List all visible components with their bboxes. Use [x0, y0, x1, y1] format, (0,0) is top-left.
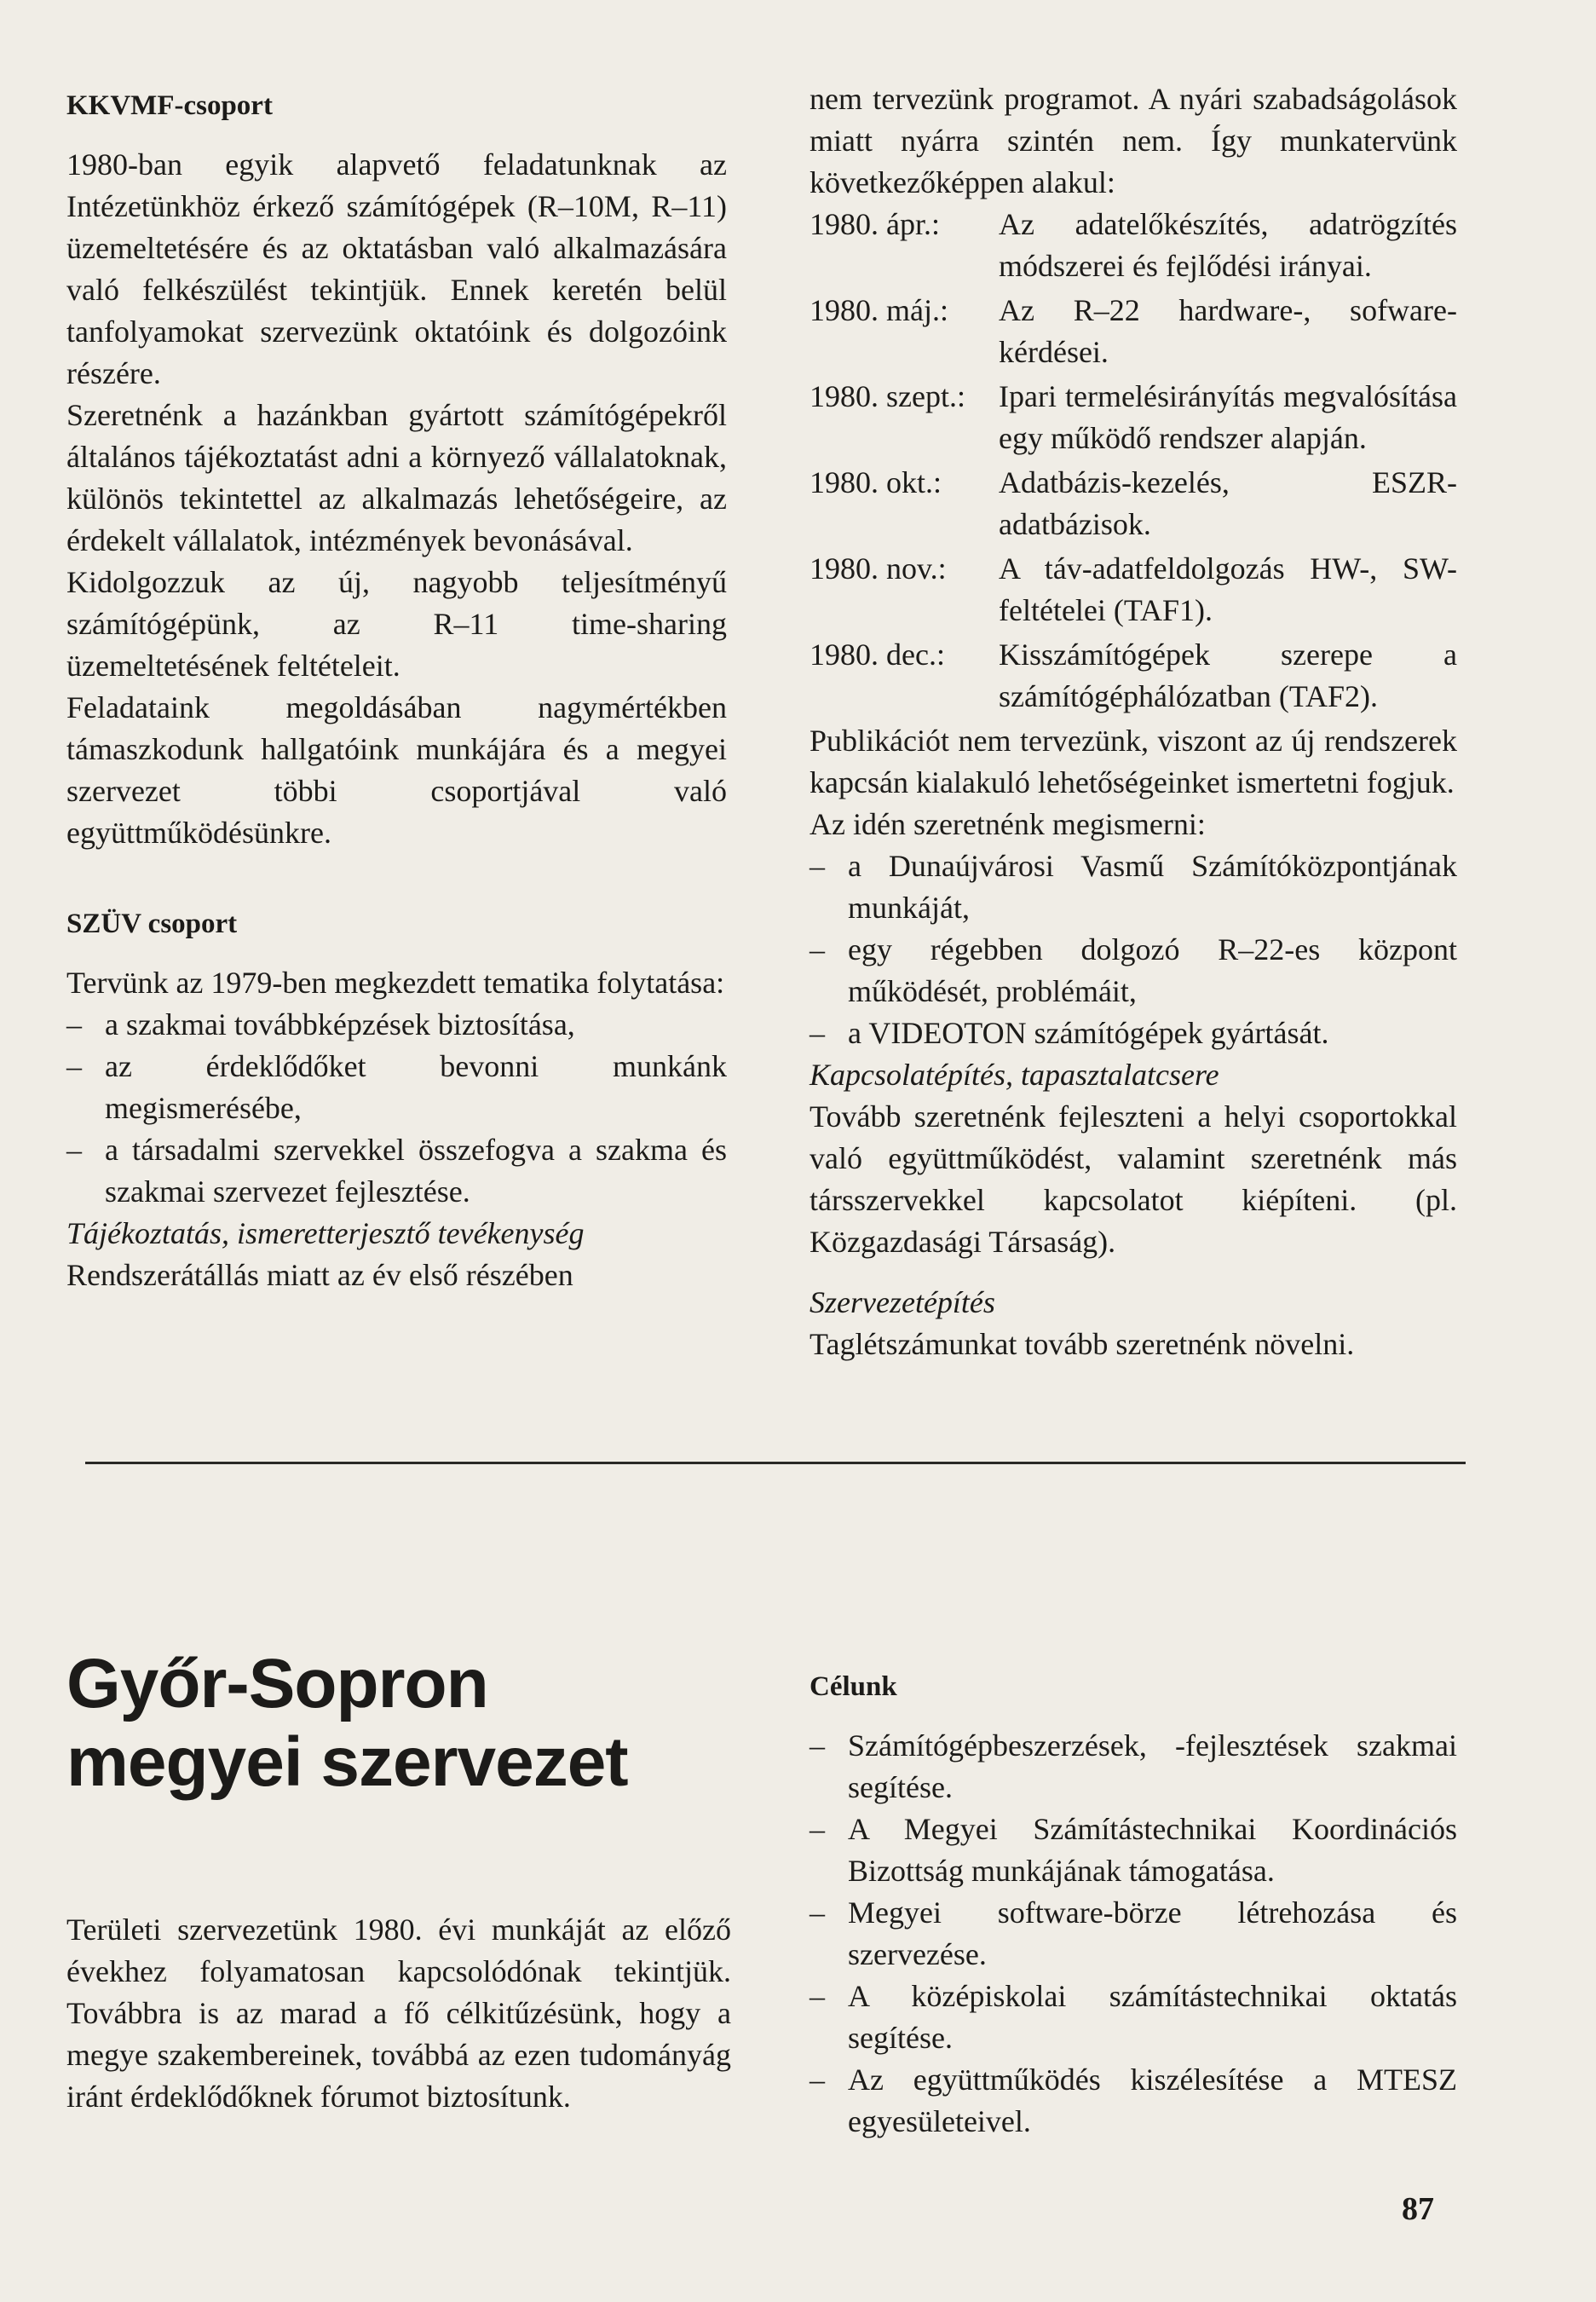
page-number: 87: [1402, 2191, 1434, 2227]
section-divider: [85, 1462, 1466, 1464]
publication-text: Publikációt nem tervezünk, viszont az új rendszerek kapcsán kialakuló lehetőségeinket ismertetni fogjuk.: [810, 724, 1457, 799]
schedule-row: 1980. máj.: Az R–22 hardware-, sofware-kérdései.: [810, 293, 1457, 369]
schedule-row: 1980. ápr.: Az adatelőkészítés, adatrögzítés módszerei és fejlődési irányai.: [810, 207, 1457, 283]
left-column-bottom: [66, 1909, 731, 2118]
info-text-left: Rendszerátállás miatt az év első részében: [66, 1258, 573, 1292]
goal-item: – Megyei software-börze létrehozása és szervezése.: [810, 1895, 1457, 1971]
right-column-bottom: [810, 1666, 1457, 2143]
schedule-row: 1980. nov.: A táv-adatfeldolgozás HW-, SW-feltételei (TAF1).: [810, 551, 1457, 627]
szuv-intro: Tervünk az 1979-ben megkezdett tematika folytatása:: [66, 966, 725, 1000]
schedule-row: 1980. szept.: Ipari termelésirányítás megvalósítása egy működő rendszer alapján.: [810, 379, 1457, 455]
kkvmf-paragraph: Szeretnénk a hazánkban gyártott számítógépekről általános tájékoztatást adni a környező vállalatoknak, különös tekintettel az alkalmazás lehetőségeire, az érdekelt vállalatok, intézmények bevonásával.: [66, 398, 727, 557]
kkvmf-heading: KKVMF-csoport: [66, 90, 273, 121]
schedule-row: 1980. dec.: Kisszámítógépek szerepe a számítógéphálózatban (TAF2).: [810, 638, 1457, 713]
left-column-top: [66, 85, 727, 1296]
gyor-intro: Területi szervezetünk 1980. évi munkáját az előző évekhez folyamatosan kapcsolódónak tekintjük. Továbbra is az marad a fő célkitűzésünk, hogy a megye szakembereinek, továbbá az ezen tudományág iránt érdeklődőknek fórumot biztosítunk.: [66, 1913, 731, 2114]
right-column-top: [810, 78, 1457, 1365]
kkvmf-paragraph: Kidolgozzuk az új, nagyobb teljesítményű számítógépünk, az R–11 time-sharing üzemeltetésének feltételeit.: [66, 565, 727, 683]
szuv-list-item: – a szakmai továbbképzések biztosítása,: [66, 1007, 575, 1041]
goal-item: – Számítógépbeszerzések, -fejlesztések szakmai segítése.: [810, 1728, 1457, 1804]
kkvmf-paragraph: 1980-ban egyik alapvető feladatunknak az Intézetünkhöz érkező számítógépek (R–10M, R–11) üzemeltetésére és az oktatásban való alkalmazására való felkészülést tekintjük. Ennek keretén belül tanfolyamokat szervezünk oktatóink és dolgozóink részére.: [66, 147, 727, 390]
org-subhead: Szervezetépítés: [810, 1285, 995, 1319]
work-schedule: [810, 204, 1457, 718]
info-subhead: Tájékoztatás, ismeretterjesztő tevékenység: [66, 1216, 585, 1250]
szuv-heading: SZÜV csoport: [66, 909, 238, 939]
contact-text: Tovább szeretnénk fejleszteni a helyi csoportokkal való együttműködést, valamint szeretnénk más társszervekkel kapcsolatot kiépíteni. (pl. Közgazdasági Társaság).: [810, 1099, 1457, 1259]
info-text-right: nem tervezünk programot. A nyári szabadságolások miatt nyárra szintén nem. Így munkatervünk következőképpen alakul:: [810, 82, 1457, 199]
learn-list-item: – egy régebben dolgozó R–22-es központ működését, problémáit,: [810, 932, 1457, 1008]
goal-item: – A Megyei Számítástechnikai Koordinációs Bizottság munkájának támogatása.: [810, 1812, 1457, 1888]
learn-intro: Az idén szeretnénk megismerni:: [810, 807, 1206, 841]
region-title-line: megyei szervezet: [66, 1723, 628, 1801]
goals-heading: Célunk: [810, 1671, 897, 1702]
goal-item: – Az együttműködés kiszélesítése a MTESZ egyesületeivel.: [810, 2063, 1457, 2138]
szuv-list-item: – a társadalmi szervekkel összefogva a szakma és szakmai szervezet fejlesztése.: [66, 1133, 727, 1209]
learn-list-item: – a Dunaújvárosi Vasmű Számítóközpontjának munkáját,: [810, 849, 1457, 925]
kkvmf-paragraph: Feladataink megoldásában nagymértékben támaszkodunk hallgatóink munkájára és a megyei szervezet többi csoportjával való együttműködésünkre.: [66, 690, 727, 850]
region-title: [66, 1645, 731, 1802]
schedule-row: 1980. okt.: Adatbázis-kezelés, ESZR-adatbázisok.: [810, 465, 1457, 541]
learn-list-item: – a VIDEOTON számítógépek gyártását.: [810, 1016, 1329, 1050]
contact-subhead: Kapcsolatépítés, tapasztalatcsere: [810, 1058, 1219, 1092]
szuv-list-item: – az érdeklődőket bevonni munkánk megismerésébe,: [66, 1049, 727, 1125]
goal-item: – A középiskolai számítástechnikai oktatás segítése.: [810, 1979, 1457, 2055]
region-title-line: Győr-Sopron: [66, 1645, 488, 1722]
org-text: Taglétszámunkat tovább szeretnénk növelni.: [810, 1327, 1355, 1361]
